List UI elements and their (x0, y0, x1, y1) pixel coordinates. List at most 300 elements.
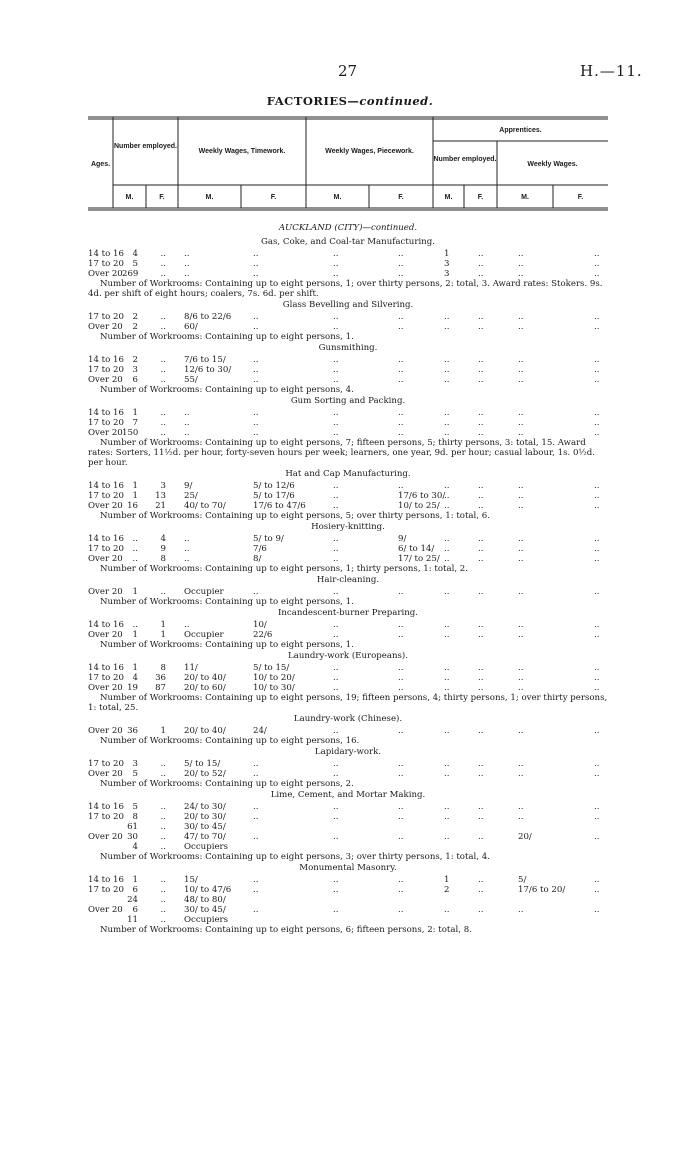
cell-apprentice-wage-men: .. (518, 620, 524, 630)
workrooms-note: Number of Workrooms: Containing up to eight persons, 1. (100, 597, 354, 607)
cell-apprentice-wage-women: .. (594, 355, 600, 365)
table-row (88, 418, 608, 428)
workrooms-note: Number of Workrooms: Containing up to eight persons, 16. (100, 736, 360, 746)
cell-women-employed: 36 (155, 673, 166, 683)
table-row (88, 759, 608, 769)
header-f: F. (398, 194, 404, 201)
cell-timework-men: .. (184, 534, 190, 544)
cell-timework-men: .. (184, 418, 190, 428)
table-row (88, 895, 608, 905)
cell-age: Over 20 (88, 769, 123, 779)
cell-women-employed: 1 (160, 630, 166, 640)
table-row (88, 822, 608, 832)
cell-apprentice-wage-women: .. (594, 875, 600, 885)
header-apprentices: Apprentices. (499, 127, 542, 134)
cell-piecework-men: .. (333, 322, 339, 332)
cell-men-employed: 6 (132, 375, 138, 385)
cell-timework-women: .. (253, 312, 259, 322)
cell-apprentice-women: .. (478, 322, 484, 332)
cell-apprentice-wage-men: .. (518, 726, 524, 736)
cell-timework-women: .. (253, 769, 259, 779)
cell-apprentice-wage-men: .. (518, 501, 524, 511)
cell-age: 14 to 16 (88, 875, 124, 885)
cell-timework-women: .. (253, 418, 259, 428)
cell-apprentice-men: .. (444, 365, 450, 375)
cell-timework-women: .. (253, 375, 259, 385)
cell-piecework-women: 17/6 to 30/ (398, 491, 446, 501)
cell-women-employed: .. (160, 249, 166, 259)
cell-apprentice-wage-women: .. (594, 620, 600, 630)
section-title: Gas, Coke, and Coal-tar Manufacturing. (261, 237, 435, 247)
cell-apprentice-wage-women: .. (594, 587, 600, 597)
cell-timework-men: 55/ (184, 375, 198, 385)
cell-apprentice-men: .. (444, 587, 450, 597)
cell-timework-women: 5/ to 15/ (253, 663, 290, 673)
section-title: Gunsmithing. (318, 343, 378, 353)
section-title: Lapidary-work. (314, 747, 382, 757)
cell-age: Over 20 (88, 375, 123, 385)
cell-apprentice-wage-women: .. (594, 259, 600, 269)
cell-women-employed: 21 (155, 501, 166, 511)
cell-age: 17 to 20 (88, 365, 124, 375)
cell-timework-women: .. (253, 365, 259, 375)
cell-apprentice-wage-men: .. (518, 491, 524, 501)
cell-timework-women: 8/ (253, 554, 262, 564)
cell-timework-men: 20/ to 40/ (184, 726, 226, 736)
cell-apprentice-wage-women: .. (594, 365, 600, 375)
cell-apprentice-wage-men: .. (518, 418, 524, 428)
cell-apprentice-women: .. (478, 726, 484, 736)
cell-women-employed: .. (160, 428, 166, 438)
cell-timework-women: .. (253, 587, 259, 597)
cell-timework-men: 12/6 to 30/ (184, 365, 232, 375)
cell-apprentice-men: .. (444, 683, 450, 693)
cell-timework-women: 7/6 (253, 544, 267, 554)
cell-women-employed: .. (160, 769, 166, 779)
cell-timework-men: .. (184, 408, 190, 418)
cell-apprentice-men: 1 (444, 249, 450, 259)
cell-apprentice-women: .. (478, 905, 484, 915)
cell-apprentice-women: .. (478, 832, 484, 842)
cell-timework-women: .. (253, 875, 259, 885)
cell-apprentice-wage-women: .. (594, 408, 600, 418)
cell-men-employed: 2 (132, 322, 138, 332)
cell-apprentice-women: .. (478, 269, 484, 279)
cell-age: 17 to 20 (88, 812, 124, 822)
cell-women-employed: .. (160, 418, 166, 428)
cell-women-employed: .. (160, 269, 166, 279)
cell-apprentice-wage-men: .. (518, 554, 524, 564)
table-row (88, 491, 608, 501)
header-f: F. (577, 194, 584, 201)
cell-timework-women: .. (253, 905, 259, 915)
header-timework: Weekly Wages, Timework. (198, 148, 286, 155)
cell-age: Over 20 (88, 554, 123, 564)
cell-apprentice-wage-men: .. (518, 905, 524, 915)
cell-men-employed: 6 (132, 885, 138, 895)
cell-apprentice-men: 3 (444, 269, 450, 279)
cell-timework-men: 7/6 to 15/ (184, 355, 226, 365)
cell-apprentice-wage-men: .. (518, 481, 524, 491)
cell-apprentice-wage-men: .. (518, 663, 524, 673)
table-row (88, 428, 608, 438)
cell-age: Over 20 (88, 269, 123, 279)
cell-timework-men: .. (184, 544, 190, 554)
cell-apprentice-women: .. (478, 375, 484, 385)
cell-apprentice-wage-men: .. (518, 534, 524, 544)
cell-timework-men: 47/ to 70/ (184, 832, 226, 842)
header-app-number: Number employed. (433, 156, 497, 163)
cell-women-employed: 87 (155, 683, 166, 693)
cell-apprentice-wage-women: .. (594, 491, 600, 501)
section-title: Laundry-work (Chinese). (293, 714, 403, 724)
cell-timework-men: 30/ to 45/ (184, 905, 226, 915)
cell-timework-women: 5/ to 12/6 (253, 481, 295, 491)
cell-timework-women: .. (253, 885, 259, 895)
table-row (88, 312, 608, 322)
cell-men-employed: 24 (127, 895, 138, 905)
cell-apprentice-women: .. (478, 630, 484, 640)
cell-women-employed: 3 (160, 481, 166, 491)
cell-piecework-men: .. (333, 491, 339, 501)
cell-apprentice-wage-men: .. (518, 630, 524, 640)
cell-apprentice-men: .. (444, 832, 450, 842)
section-title: Incandescent-burner Preparing. (277, 608, 419, 618)
cell-men-employed: 5 (132, 769, 138, 779)
cell-age: 17 to 20 (88, 544, 124, 554)
table-row (88, 408, 608, 418)
cell-piecework-men: .. (333, 885, 339, 895)
cell-piecework-women: .. (398, 259, 404, 269)
cell-timework-men: 60/ (184, 322, 198, 332)
table-row (88, 249, 608, 259)
cell-age: 17 to 20 (88, 259, 124, 269)
cell-piecework-men: .. (333, 683, 339, 693)
table-row (88, 620, 608, 630)
cell-timework-men: 20/ to 52/ (184, 769, 226, 779)
cell-men-employed: .. (132, 554, 138, 564)
cell-timework-men: 10/ to 47/6 (184, 885, 232, 895)
cell-timework-women: .. (253, 759, 259, 769)
cell-timework-women: .. (253, 259, 259, 269)
workrooms-note: Number of Workrooms: Containing up to eight persons, 6; fifteen persons, 2: total, 8. (100, 925, 472, 935)
cell-timework-men: Occupier (184, 630, 224, 640)
cell-apprentice-wage-women: .. (594, 630, 600, 640)
cell-apprentice-wage-men: .. (518, 544, 524, 554)
cell-apprentice-men: .. (444, 375, 450, 385)
cell-age: 17 to 20 (88, 418, 124, 428)
cell-apprentice-wage-men: .. (518, 259, 524, 269)
cell-apprentice-wage-women: .. (594, 501, 600, 511)
cell-women-employed: .. (160, 259, 166, 269)
cell-piecework-women: .. (398, 905, 404, 915)
cell-apprentice-wage-men: .. (518, 759, 524, 769)
cell-women-employed: .. (160, 832, 166, 842)
cell-piecework-men: .. (333, 481, 339, 491)
cell-apprentice-women: .. (478, 875, 484, 885)
cell-piecework-women: .. (398, 726, 404, 736)
cell-apprentice-wage-men: .. (518, 683, 524, 693)
cell-piecework-men: .. (333, 759, 339, 769)
table-row (88, 554, 608, 564)
cell-piecework-women: 17/ to 25/ (398, 554, 440, 564)
cell-apprentice-wage-women: .. (594, 428, 600, 438)
cell-timework-men: 24/ to 30/ (184, 802, 226, 812)
cell-piecework-men: .. (333, 501, 339, 511)
cell-piecework-women: .. (398, 683, 404, 693)
page-number: 27 (338, 62, 358, 80)
cell-apprentice-men: .. (444, 673, 450, 683)
header-m: M. (444, 194, 453, 201)
cell-apprentice-women: .. (478, 885, 484, 895)
cell-piecework-men: .. (333, 312, 339, 322)
table-row (88, 355, 608, 365)
cell-timework-women: 22/6 (253, 630, 273, 640)
cell-women-employed: .. (160, 885, 166, 895)
workrooms-note: Number of Workrooms: Containing up to eight persons, 2. (100, 779, 354, 789)
cell-piecework-men: .. (333, 249, 339, 259)
cell-age: Over 20 (88, 587, 123, 597)
cell-women-employed: 8 (160, 663, 166, 673)
section-title: Hat and Cap Manufacturing. (285, 469, 411, 479)
cell-apprentice-women: .. (478, 683, 484, 693)
cell-age: 17 to 20 (88, 491, 124, 501)
cell-women-employed: .. (160, 802, 166, 812)
header-ages: Ages. (90, 161, 111, 168)
cell-apprentice-men: .. (444, 620, 450, 630)
cell-apprentice-wage-men: 17/6 to 20/ (518, 885, 566, 895)
table-row (88, 812, 608, 822)
cell-apprentice-women: .. (478, 428, 484, 438)
cell-men-employed: 150 (122, 428, 139, 438)
cell-apprentice-men: .. (444, 418, 450, 428)
cell-piecework-men: .. (333, 905, 339, 915)
cell-timework-women: .. (253, 355, 259, 365)
cell-piecework-women: .. (398, 418, 404, 428)
cell-timework-men: 40/ to 70/ (184, 501, 226, 511)
table-row (88, 259, 608, 269)
cell-piecework-men: .. (333, 544, 339, 554)
cell-apprentice-men: .. (444, 554, 450, 564)
cell-apprentice-men: .. (444, 501, 450, 511)
cell-timework-women: .. (253, 408, 259, 418)
cell-apprentice-men: .. (444, 905, 450, 915)
cell-age: 14 to 16 (88, 249, 124, 259)
section-title: Monumental Masonry. (299, 863, 397, 873)
cell-apprentice-women: .. (478, 554, 484, 564)
cell-women-employed: .. (160, 812, 166, 822)
cell-piecework-men: .. (333, 428, 339, 438)
cell-apprentice-wage-women: .. (594, 885, 600, 895)
cell-timework-women: .. (253, 249, 259, 259)
cell-apprentice-women: .. (478, 620, 484, 630)
cell-timework-men: .. (184, 269, 190, 279)
table-row (88, 875, 608, 885)
page-reference: H.—11. (580, 62, 643, 80)
cell-age: 14 to 16 (88, 408, 124, 418)
cell-piecework-women: .. (398, 428, 404, 438)
cell-apprentice-wage-men: .. (518, 312, 524, 322)
cell-piecework-women: 10/ to 25/ (398, 501, 440, 511)
cell-men-employed: .. (132, 544, 138, 554)
cell-timework-men: 20/ to 30/ (184, 812, 226, 822)
table-row (88, 663, 608, 673)
cell-timework-women: .. (253, 322, 259, 332)
workrooms-note: Number of Workrooms: Containing up to eight persons, 1; over thirty persons, 2: total, 3. Award rates: Stokers. 9s. 4d. per shift of eight hours; coalers, 7s. 6d. per shift. (88, 279, 603, 299)
cell-apprentice-wage-women: .. (594, 534, 600, 544)
cell-piecework-women: .. (398, 759, 404, 769)
table-row (88, 630, 608, 640)
cell-piecework-women: .. (398, 885, 404, 895)
cell-piecework-women: .. (398, 587, 404, 597)
cell-age: Over 20 (88, 630, 123, 640)
cell-apprentice-wage-women: .. (594, 673, 600, 683)
cell-men-employed: 5 (132, 259, 138, 269)
cell-apprentice-wage-men: .. (518, 428, 524, 438)
cell-apprentice-men: .. (444, 481, 450, 491)
cell-apprentice-wage-women: .. (594, 375, 600, 385)
header-m: M. (333, 194, 342, 201)
cell-apprentice-women: .. (478, 365, 484, 375)
table-row (88, 501, 608, 511)
cell-age: 14 to 16 (88, 481, 124, 491)
cell-men-employed: 16 (127, 501, 138, 511)
cell-apprentice-wage-women: .. (594, 554, 600, 564)
table-row (88, 673, 608, 683)
cell-piecework-men: .. (333, 663, 339, 673)
cell-age: Over 20 (88, 905, 123, 915)
header-f: F. (159, 194, 165, 201)
cell-apprentice-women: .. (478, 587, 484, 597)
cell-piecework-women: .. (398, 355, 404, 365)
cell-women-employed: .. (160, 822, 166, 832)
cell-apprentice-wage-men: .. (518, 673, 524, 683)
cell-piecework-women: .. (398, 802, 404, 812)
header-app-wages: Weekly Wages. (527, 161, 578, 168)
cell-men-employed: 1 (132, 587, 138, 597)
cell-apprentice-wage-women: .. (594, 832, 600, 842)
header-m: M. (205, 194, 214, 201)
page-title: FACTORIES—continued. (266, 94, 434, 108)
cell-men-employed: 7 (132, 418, 138, 428)
cell-men-employed: 4 (132, 842, 138, 852)
cell-age: 17 to 20 (88, 885, 124, 895)
cell-piecework-men: .. (333, 726, 339, 736)
cell-age: 14 to 16 (88, 355, 124, 365)
cell-apprentice-wage-men: .. (518, 802, 524, 812)
cell-men-employed: 61 (127, 822, 138, 832)
cell-timework-men: 30/ to 45/ (184, 822, 226, 832)
cell-apprentice-wage-women: .. (594, 759, 600, 769)
workrooms-note: Number of Workrooms: Containing up to eight persons, 5; over thirty persons, 1: total, 6. (100, 511, 490, 521)
workrooms-note: Number of Workrooms: Containing up to eight persons, 3; over thirty persons, 1: total, 4. (100, 852, 490, 862)
cell-men-employed: 8 (132, 812, 138, 822)
cell-piecework-women: .. (398, 375, 404, 385)
table-row (88, 269, 608, 279)
region-heading: AUCKLAND (CITY)—continued. (278, 223, 418, 233)
cell-piecework-women: .. (398, 322, 404, 332)
table-row (88, 915, 608, 925)
cell-apprentice-women: .. (478, 802, 484, 812)
cell-apprentice-wage-women: .. (594, 683, 600, 693)
cell-apprentice-wage-men: .. (518, 408, 524, 418)
cell-men-employed: 1 (132, 408, 138, 418)
table-row (88, 534, 608, 544)
cell-men-employed: 3 (132, 759, 138, 769)
cell-women-employed: .. (160, 375, 166, 385)
table-row (88, 885, 608, 895)
table-row (88, 905, 608, 915)
cell-apprentice-men: .. (444, 312, 450, 322)
workrooms-note: Number of Workrooms: Containing up to eight persons, 1; thirty persons, 1: total, 2. (100, 564, 469, 574)
cell-women-employed: .. (160, 355, 166, 365)
table-row (88, 544, 608, 554)
cell-apprentice-women: .. (478, 769, 484, 779)
cell-age: Over 20 (88, 428, 123, 438)
cell-piecework-men: .. (333, 802, 339, 812)
cell-timework-women: .. (253, 269, 259, 279)
cell-timework-men: .. (184, 620, 190, 630)
cell-apprentice-wage-women: .. (594, 905, 600, 915)
cell-apprentice-men: .. (444, 630, 450, 640)
cell-women-employed: 4 (160, 534, 166, 544)
cell-timework-men: 20/ to 60/ (184, 683, 226, 693)
cell-women-employed: .. (160, 322, 166, 332)
cell-apprentice-wage-women: .. (594, 312, 600, 322)
cell-men-employed: 1 (132, 491, 138, 501)
cell-piecework-women: .. (398, 673, 404, 683)
cell-apprentice-women: .. (478, 501, 484, 511)
cell-age: Over 20 (88, 726, 123, 736)
section-title: Glass Bevelling and Silvering. (282, 300, 414, 310)
cell-apprentice-women: .. (478, 759, 484, 769)
cell-timework-men: Occupiers (184, 915, 229, 925)
cell-men-employed: 1 (132, 630, 138, 640)
cell-women-employed: .. (160, 312, 166, 322)
cell-timework-women: .. (253, 428, 259, 438)
cell-women-employed: 1 (160, 726, 166, 736)
header-number-employed: Number employed. (113, 143, 177, 150)
cell-women-employed: .. (160, 875, 166, 885)
cell-apprentice-men: .. (444, 663, 450, 673)
cell-apprentice-women: .. (478, 663, 484, 673)
cell-age: 14 to 16 (88, 802, 124, 812)
cell-men-employed: .. (132, 534, 138, 544)
cell-apprentice-men: .. (444, 491, 450, 501)
workrooms-note: Number of Workrooms: Containing up to eight persons, 1. (100, 640, 354, 650)
cell-apprentice-wage-men: .. (518, 812, 524, 822)
cell-timework-women: 24/ (253, 726, 267, 736)
workrooms-note: Number of Workrooms: Containing up to eight persons, 1. (100, 332, 354, 342)
cell-apprentice-wage-women: .. (594, 769, 600, 779)
cell-apprentice-wage-women: .. (594, 481, 600, 491)
cell-timework-men: .. (184, 259, 190, 269)
cell-apprentice-men: .. (444, 408, 450, 418)
cell-women-employed: 1 (160, 620, 166, 630)
cell-apprentice-women: .. (478, 312, 484, 322)
cell-apprentice-wage-women: .. (594, 663, 600, 673)
cell-apprentice-wage-men: 20/ (518, 832, 532, 842)
cell-piecework-women: 9/ (398, 534, 407, 544)
table-row (88, 769, 608, 779)
workrooms-note: Number of Workrooms: Containing up to eight persons, 19; fifteen persons, 4; thirty persons, 1; over thirty persons, 1: total, 25. (88, 693, 608, 713)
cell-apprentice-men: .. (444, 802, 450, 812)
cell-apprentice-wage-women: .. (594, 802, 600, 812)
table-row (88, 683, 608, 693)
cell-apprentice-wage-women: .. (594, 812, 600, 822)
cell-men-employed: 1 (132, 663, 138, 673)
cell-women-employed: .. (160, 905, 166, 915)
